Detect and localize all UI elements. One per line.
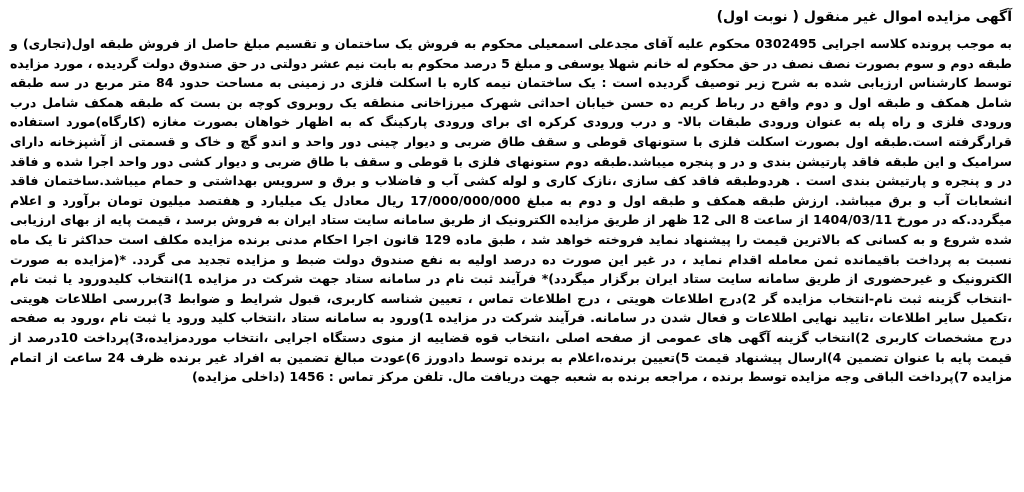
notice-title: آگهی مزایده اموال غیر منقول ( نوبت اول) [716, 9, 1012, 25]
notice-body: به موجب پرونده کلاسه اجرایی 0302495 محکوم علیه آقای مجدعلی اسمعیلی محکوم به فروش یک ساختمان و تقسیم مبلغ حاصل از فروش طبقه اول(تجاری) و طبقه دوم و سوم بصورت نصف نصف در حق محکوم له خانم شهلا یوسفی و مبلغ 5 درصد محکوم به بابت نیم عشر دولتی در حق صندوق دولت گردیده ، مورد مزایده توسط کارشناس ارزیابی شده به شرح زیر توصیف گردیده است : یک ساختمان نیمه کاره با اسکلت فلزی در زمینی به مساحت حدود 84 متر مربع در سه طبقه شامل همکف و طبقه اول و دوم واقع در رباط کریم ده حسن خیابان احداثی شهرک میرزاخانی منطقه یک روبروی کوچه بن بست که طبقه همکف شامل درب ورودی فلزی و راه پله به عنوان ورودی طبقات بالا- و درب ورودی کرکره ای برای ورودی پارکینگ که به اظهار خواهان بصورت مغازه (کارگاه)مورد استفاده قرارگرفته است.طبقه اول بصورت اسکلت فلزی با ستونهای قوطی و سقف طاق ضربی و دیوار چینی دور واحد و اندو گچ و خاک و قسمتی از آشپزخانه دارای سرامیک و این طبقه فاقد پارتیشن بندی و در و پنجره میباشد.طبقه دوم ستونهای فلزی با قوطی و سقف با طاق ضربی و دیوار کشی دور واحد اجرا شده و فاقد در و پنجره و پارتیشن بندی است . هردوطبقه فاقد کف سازی ،نازک کاری و لوله کشی آب و فاضلاب و برق و سرویس بهداشتی و حمام میباشد.ساختمان فاقد انشعابات آب و برق میباشد. ارزش طبقه همکف و طبقه اول و دوم به مبلغ 17/000/000/000 ریال معادل یک میلیارد و هفتصد میلیون تومان برآورد و اعلام میگردد.که در مورخ 1404/03/11 از ساعت 8 الی 12 ظهر از طریق مزایده الکترونیک از طریق سامانه سایت ستاد ایران به فروش برسد ، قیمت پایه از بهای ارزیابی شده شروع و به کسانی که بالاترین قیمت را پیشنهاد نماید فروخته خواهد شد ، طبق ماده 129 قانون اجرا احکام مدنی برنده مزایده مکلف است حداکثر تا یک ماه نسبت به پرداخت باقیمانده ثمن معامله اقدام نماید ، در غیر این صورت ده درصد اولیه به نفع صندوق دولت ضبط و مزایده تجدید می گردد. *(مزایده به صورت الکترونیک و غیرحضوری از طریق سامانه سایت ستاد ایران برگزار میگردد)* فرآیند ثبت نام در سامانه ستاد جهت شرکت در مزایده 1)انتخاب کلیدورود یا ثبت نام -انتخاب گزینه ثبت نام-انتخاب مزایده گر 2)درج اطلاعات هویتی ، درج اطلاعات تماس ، تعیین شناسه کاربری، قبول شرایط و ضوابط 3)بررسی اطلاعات هویتی ،تکمیل سایر اطلاعات ،تایید نهایی اطلاعات و فعال شدن در سامانه. فرآیند شرکت در مزایده 1)ورود به سامانه ستاد ،انتخاب کلید ورود یا ثبت نام ،ورود به صفحه درج مشخصات کاربری 2)انتخاب گزینه آگهی های عمومی از صفحه اصلی ،انتخاب قوه قضاییه از منوی دستگاه اجرایی ،انتخاب موردمزایده،3)پرداخت 10درصد از قیمت پایه با عنوان تضمین 4)ارسال پیشنهاد قیمت 5)تعیین برنده،اعلام به برنده توسط دادورز 6)عودت مبالغ تضمین به افراد غیر برنده ظرف 24 ساعت از اتمام مزایده 7)پرداخت الباقی وجه مزایده توسط برنده ، مراجعه برنده به شعبه جهت دریافت مال. تلفن مرکز تماس : 1456 (داخلی مزایده) [10, 36, 1013, 385]
